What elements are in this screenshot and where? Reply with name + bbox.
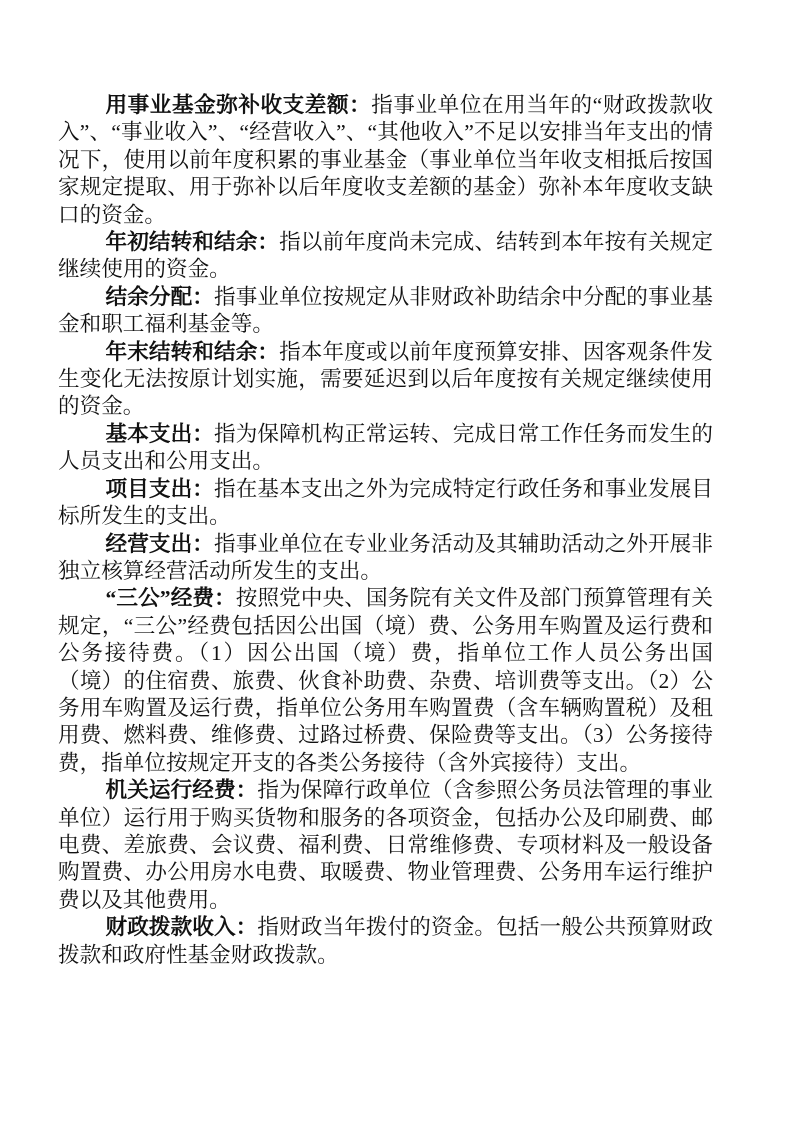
- term-label: 项目支出：: [105, 476, 215, 501]
- term-definition: 指为保障机构正常运转、完成日常工作任务而发生的人员支出和公用支出。: [58, 421, 713, 474]
- term-label: “三公”经费：: [105, 586, 236, 611]
- term-definition: 指事业单位按规定从非财政补助结余中分配的事业基金和职工福利基金等。: [58, 284, 713, 337]
- definitions-list: [58, 92, 713, 969]
- definition-paragraph: [58, 585, 713, 777]
- term-label: 基本支出：: [105, 421, 215, 446]
- term-definition: 指财政当年拨付的资金。包括一般公共预算财政拨款和政府性基金财政拨款。: [58, 915, 713, 967]
- definition-paragraph: [58, 421, 713, 476]
- definition-paragraph: [58, 777, 713, 914]
- term-definition: 指在基本支出之外为完成特定行政任务和事业发展目标所发生的支出。: [58, 476, 713, 529]
- term-definition: 指事业单位在用当年的“财政拨款收入”、“事业收入”、“经营收入”、“其他收入”不足以安排当年支出的情况下，使用以前年度积累的事业基金（事业单位当年收支相抵后按国家规定提取、用于弥补以后年度收支差额的基金）弥补本年度收支缺口的资金。: [58, 93, 713, 227]
- term-label: 年末结转和结余：: [105, 339, 280, 364]
- term-label: 用事业基金弥补收支差额：: [105, 93, 372, 117]
- definition-paragraph: [58, 914, 713, 969]
- term-definition: 指本年度或以前年度预算安排、因客观条件发生变化无法按原计划实施，需要延迟到以后年度按有关规定继续使用的资金。: [58, 339, 713, 419]
- definition-paragraph: [58, 476, 713, 531]
- definition-paragraph: [58, 284, 713, 339]
- term-label: 机关运行经费：: [105, 778, 258, 803]
- definition-paragraph: [58, 92, 713, 229]
- definition-paragraph: [58, 339, 713, 421]
- term-definition: 按照党中央、国务院有关文件及部门预算管理有关规定，“三公”经费包括因公出国（境）费、公务用车购置及运行费和公务接待费。（1）因公出国（境）费，指单位工作人员公务出国（境）的住宿费、旅费、伙食补助费、杂费、培训费等支出。（2）公务用车购置及运行费，指单位公务用车购置费（含车辆购置税）及租用费、燃料费、维修费、过路过桥费、保险费等支出。（3）公务接待费，指单位按规定开支的各类公务接待（含外宾接待）支出。: [58, 586, 713, 775]
- definition-paragraph: [58, 229, 713, 284]
- term-label: 经营支出：: [105, 531, 215, 556]
- term-definition: 指为保障行政单位（含参照公务员法管理的事业单位）运行用于购买货物和服务的各项资金，包括办公及印刷费、邮电费、差旅费、会议费、福利费、日常维修费、专项材料及一般设备购置费、办公用房水电费、取暖费、物业管理费、公务用车运行维护费以及其他费用。: [58, 778, 713, 912]
- term-definition: 指事业单位在专业业务活动及其辅助活动之外开展非独立核算经营活动所发生的支出。: [58, 531, 713, 583]
- definition-paragraph: [58, 531, 713, 586]
- term-definition: 指以前年度尚未完成、结转到本年按有关规定继续使用的资金。: [58, 230, 713, 282]
- term-label: 财政拨款收入：: [105, 915, 258, 940]
- term-label: 结余分配：: [105, 284, 215, 309]
- term-label: 年初结转和结余：: [105, 230, 280, 255]
